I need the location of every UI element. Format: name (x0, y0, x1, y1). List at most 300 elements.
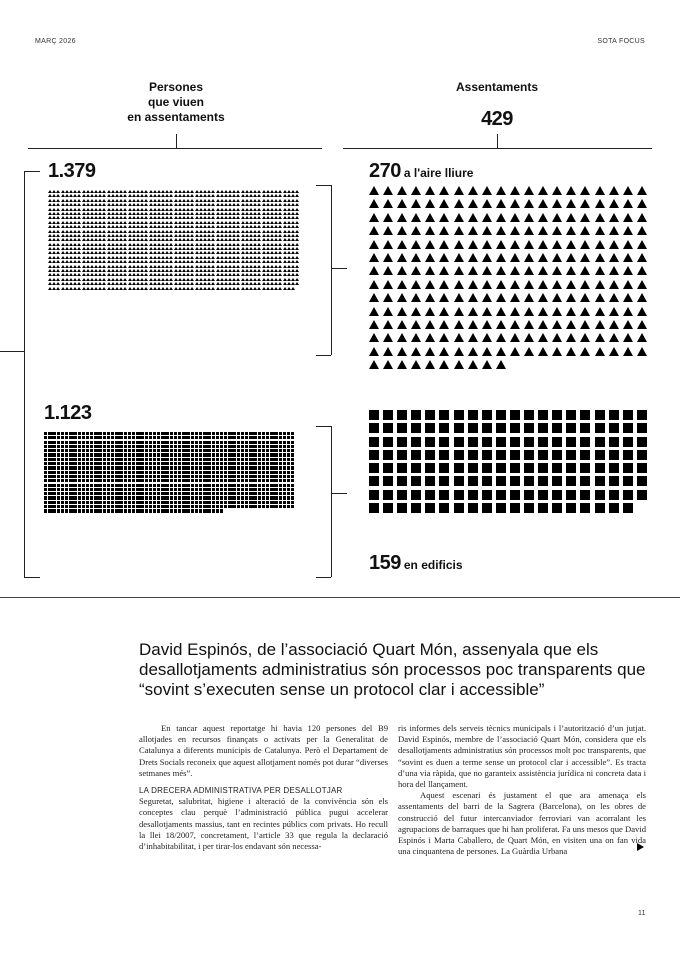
square-icon (228, 484, 231, 487)
square-icon (191, 449, 194, 452)
square-icon (186, 479, 189, 482)
square-icon (552, 476, 562, 486)
square-icon (249, 484, 252, 487)
square-icon (69, 436, 72, 439)
triangle-icon (510, 226, 520, 235)
triangle-icon (623, 226, 633, 235)
square-icon (566, 476, 576, 486)
square-icon (283, 479, 286, 482)
square-icon (86, 458, 89, 461)
square-icon (132, 488, 135, 491)
square-icon (245, 432, 248, 435)
triangle-icon (552, 307, 562, 316)
square-icon (283, 432, 286, 435)
square-icon (119, 501, 122, 504)
square-icon (140, 471, 143, 474)
square-icon (157, 453, 160, 456)
square-icon (61, 453, 64, 456)
square-icon (253, 445, 256, 448)
square-icon (140, 479, 143, 482)
square-icon (203, 449, 206, 452)
square-icon (207, 475, 210, 478)
square-icon (274, 484, 277, 487)
square-icon (111, 501, 114, 504)
square-icon (482, 476, 492, 486)
square-icon (262, 462, 265, 465)
square-icon (73, 496, 76, 499)
square-icon (94, 484, 97, 487)
square-icon (157, 492, 160, 495)
square-icon (253, 505, 256, 508)
square-icon (90, 441, 93, 444)
square-icon (182, 496, 185, 499)
square-icon (136, 505, 139, 508)
square-icon (216, 449, 219, 452)
square-icon (145, 436, 148, 439)
square-icon (149, 453, 152, 456)
square-icon (165, 466, 168, 469)
square-icon (98, 505, 101, 508)
square-icon (186, 505, 189, 508)
square-icon (178, 501, 181, 504)
square-icon (283, 492, 286, 495)
triangle-icon (425, 226, 435, 235)
triangle-icon (468, 280, 478, 289)
square-icon (454, 463, 464, 473)
square-icon (107, 509, 110, 512)
square-icon (111, 492, 114, 495)
square-icon (232, 458, 235, 461)
square-icon (82, 471, 85, 474)
square-icon (136, 462, 139, 465)
square-icon (98, 441, 101, 444)
square-icon (82, 509, 85, 512)
square-icon (124, 484, 127, 487)
square-icon (182, 484, 185, 487)
square-icon (510, 490, 520, 500)
triangle-icon (369, 240, 379, 249)
triangle-icon (397, 253, 407, 262)
square-icon (136, 466, 139, 469)
square-icon (132, 501, 135, 504)
square-icon (73, 445, 76, 448)
square-icon (207, 484, 210, 487)
square-icon (369, 503, 379, 513)
square-icon (241, 484, 244, 487)
square-icon (140, 484, 143, 487)
square-icon (241, 462, 244, 465)
triangle-icon (595, 213, 605, 222)
square-icon (153, 488, 156, 491)
triangle-icon (566, 333, 576, 342)
square-icon (119, 466, 122, 469)
square-icon (212, 505, 215, 508)
triangle-icon (609, 213, 619, 222)
square-icon (232, 445, 235, 448)
square-icon (195, 462, 198, 465)
triangle-icon (552, 240, 562, 249)
triangle-icon (468, 320, 478, 329)
square-icon (425, 463, 435, 473)
triangle-icon (397, 213, 407, 222)
square-icon (241, 436, 244, 439)
triangle-icon (454, 240, 464, 249)
square-icon (103, 488, 106, 491)
square-icon (44, 501, 47, 504)
section-divider (0, 597, 680, 598)
square-icon (510, 450, 520, 460)
square-icon (439, 490, 449, 500)
triangle-icon (439, 333, 449, 342)
square-icon (439, 410, 449, 420)
square-icon (274, 466, 277, 469)
square-icon (128, 436, 131, 439)
square-icon (98, 475, 101, 478)
square-icon (228, 436, 231, 439)
square-icon (216, 458, 219, 461)
triangle-icon (369, 199, 379, 208)
square-icon (65, 449, 68, 452)
square-icon (274, 436, 277, 439)
square-icon (266, 488, 269, 491)
square-icon (78, 488, 81, 491)
square-icon (52, 441, 55, 444)
square-icon (69, 432, 72, 435)
square-icon (216, 479, 219, 482)
square-icon (48, 471, 51, 474)
square-icon (253, 458, 256, 461)
square-icon (212, 501, 215, 504)
square-icon (609, 476, 619, 486)
triangle-icon (595, 280, 605, 289)
square-icon (61, 441, 64, 444)
square-icon (249, 492, 252, 495)
square-icon (524, 423, 534, 433)
square-icon (94, 505, 97, 508)
open-air-bracket (331, 185, 332, 355)
triangle-icon (411, 360, 421, 369)
settlements-title: Assentaments (455, 80, 539, 94)
square-icon (454, 423, 464, 433)
square-icon (98, 492, 101, 495)
square-icon (78, 441, 81, 444)
square-icon (220, 462, 223, 465)
square-icon (178, 436, 181, 439)
square-icon (287, 436, 290, 439)
square-icon (94, 449, 97, 452)
square-icon (73, 479, 76, 482)
triangle-icon (580, 293, 590, 302)
square-icon (524, 410, 534, 420)
triangle-icon (524, 293, 534, 302)
square-icon (203, 492, 206, 495)
square-icon (397, 423, 407, 433)
square-icon (468, 503, 478, 513)
square-icon (136, 488, 139, 491)
square-icon (78, 501, 81, 504)
square-icon (258, 488, 261, 491)
triangle-icon (566, 266, 576, 275)
square-icon (115, 488, 118, 491)
square-icon (57, 466, 60, 469)
square-icon (103, 453, 106, 456)
square-icon (69, 492, 72, 495)
square-icon (232, 449, 235, 452)
square-icon (186, 436, 189, 439)
square-icon (207, 466, 210, 469)
square-icon (82, 505, 85, 508)
square-icon (270, 479, 273, 482)
square-icon (165, 441, 168, 444)
square-icon (220, 466, 223, 469)
square-icon (44, 436, 47, 439)
square-icon (623, 463, 633, 473)
square-icon (161, 432, 164, 435)
triangle-icon (454, 186, 464, 195)
triangle-icon (383, 253, 393, 262)
square-icon (86, 471, 89, 474)
square-icon (140, 466, 143, 469)
square-icon (48, 441, 51, 444)
triangle-icon (496, 253, 506, 262)
square-icon (103, 462, 106, 465)
square-icon (266, 496, 269, 499)
square-icon (241, 479, 244, 482)
square-icon (82, 441, 85, 444)
square-icon (224, 466, 227, 469)
triangle-icon (411, 240, 421, 249)
triangle-icon (637, 199, 647, 208)
square-icon (482, 410, 492, 420)
square-icon (552, 450, 562, 460)
square-icon (274, 492, 277, 495)
square-icon (228, 445, 231, 448)
square-icon (279, 462, 282, 465)
article-column-1 (139, 723, 388, 852)
square-icon (212, 449, 215, 452)
square-icon (128, 479, 131, 482)
square-icon (61, 458, 64, 461)
square-icon (111, 466, 114, 469)
triangle-icon (609, 253, 619, 262)
triangle-icon (482, 360, 492, 369)
square-icon (369, 476, 379, 486)
square-icon (232, 492, 235, 495)
square-icon (228, 488, 231, 491)
square-icon (107, 441, 110, 444)
square-icon (199, 449, 202, 452)
square-icon (195, 432, 198, 435)
square-icon (266, 471, 269, 474)
square-icon (623, 450, 633, 460)
square-icon (283, 449, 286, 452)
square-icon (216, 501, 219, 504)
square-icon (149, 458, 152, 461)
square-icon (291, 488, 294, 491)
square-icon (287, 496, 290, 499)
square-icon (178, 462, 181, 465)
square-icon (61, 488, 64, 491)
square-icon (78, 484, 81, 487)
square-icon (182, 432, 185, 435)
square-icon (149, 501, 152, 504)
square-icon (279, 449, 282, 452)
square-icon (161, 484, 164, 487)
square-icon (90, 449, 93, 452)
square-icon (94, 441, 97, 444)
triangle-icon (295, 216, 299, 219)
triangle-icon (524, 226, 534, 235)
square-icon (580, 437, 590, 447)
square-icon (258, 505, 261, 508)
square-icon (212, 484, 215, 487)
square-icon (90, 471, 93, 474)
square-icon (241, 441, 244, 444)
square-icon (174, 453, 177, 456)
square-icon (161, 462, 164, 465)
square-icon (178, 466, 181, 469)
square-icon (157, 466, 160, 469)
square-icon (510, 476, 520, 486)
square-icon (90, 445, 93, 448)
triangle-icon (383, 307, 393, 316)
triangle-icon (369, 307, 379, 316)
square-icon (291, 479, 294, 482)
square-icon (165, 488, 168, 491)
triangle-icon (566, 280, 576, 289)
square-icon (224, 484, 227, 487)
triangle-icon (580, 320, 590, 329)
square-icon (220, 492, 223, 495)
square-icon (191, 479, 194, 482)
square-icon (262, 479, 265, 482)
square-icon (510, 410, 520, 420)
square-icon (132, 479, 135, 482)
square-icon (245, 484, 248, 487)
square-icon (115, 462, 118, 465)
square-icon (199, 436, 202, 439)
square-icon (203, 458, 206, 461)
triangle-icon (425, 360, 435, 369)
triangle-icon (482, 280, 492, 289)
square-icon (566, 437, 576, 447)
square-icon (425, 410, 435, 420)
square-icon (157, 458, 160, 461)
square-icon (145, 432, 148, 435)
triangle-icon (397, 320, 407, 329)
square-icon (224, 445, 227, 448)
square-icon (253, 496, 256, 499)
triangle-icon (425, 266, 435, 275)
square-icon (237, 436, 240, 439)
square-icon (78, 475, 81, 478)
square-icon (115, 492, 118, 495)
square-icon (111, 496, 114, 499)
square-icon (61, 462, 64, 465)
square-icon (249, 471, 252, 474)
square-icon (94, 466, 97, 469)
square-icon (111, 453, 114, 456)
triangle-icon (538, 226, 548, 235)
triangle-icon (609, 186, 619, 195)
square-icon (149, 466, 152, 469)
square-icon (149, 496, 152, 499)
square-icon (153, 449, 156, 452)
square-icon (203, 484, 206, 487)
square-icon (52, 479, 55, 482)
triangle-icon (482, 226, 492, 235)
square-icon (274, 496, 277, 499)
square-icon (124, 453, 127, 456)
square-icon (128, 492, 131, 495)
square-icon (524, 463, 534, 473)
square-icon (103, 496, 106, 499)
square-icon (94, 479, 97, 482)
triangle-icon (425, 307, 435, 316)
square-icon (119, 505, 122, 508)
square-icon (111, 449, 114, 452)
square-icon (369, 423, 379, 433)
square-icon (140, 501, 143, 504)
square-icon (228, 432, 231, 435)
square-icon (140, 432, 143, 435)
square-icon (48, 475, 51, 478)
square-icon (161, 488, 164, 491)
square-icon (145, 484, 148, 487)
square-icon (86, 462, 89, 465)
square-icon (186, 509, 189, 512)
square-icon (82, 484, 85, 487)
square-icon (538, 463, 548, 473)
square-icon (212, 488, 215, 491)
triangle-icon (468, 226, 478, 235)
square-icon (86, 479, 89, 482)
square-icon (191, 471, 194, 474)
square-icon (145, 458, 148, 461)
square-icon (44, 441, 47, 444)
square-icon (191, 505, 194, 508)
square-icon (637, 437, 647, 447)
triangle-icon (623, 293, 633, 302)
people-title (96, 80, 256, 125)
triangle-icon (524, 266, 534, 275)
square-icon (207, 458, 210, 461)
square-icon (82, 492, 85, 495)
square-icon (165, 484, 168, 487)
square-icon (287, 488, 290, 491)
square-icon (383, 503, 393, 513)
square-icon (132, 432, 135, 435)
square-icon (245, 492, 248, 495)
square-icon (291, 496, 294, 499)
square-icon (161, 496, 164, 499)
square-icon (111, 479, 114, 482)
square-icon (178, 496, 181, 499)
square-icon (57, 462, 60, 465)
triangle-icon (623, 240, 633, 249)
square-icon (199, 458, 202, 461)
square-icon (73, 475, 76, 478)
square-icon (195, 475, 198, 478)
square-icon (65, 492, 68, 495)
square-icon (86, 484, 89, 487)
square-icon (212, 462, 215, 465)
square-icon (111, 505, 114, 508)
square-icon (98, 484, 101, 487)
square-icon (220, 449, 223, 452)
square-icon (232, 479, 235, 482)
triangle-icon (411, 347, 421, 356)
